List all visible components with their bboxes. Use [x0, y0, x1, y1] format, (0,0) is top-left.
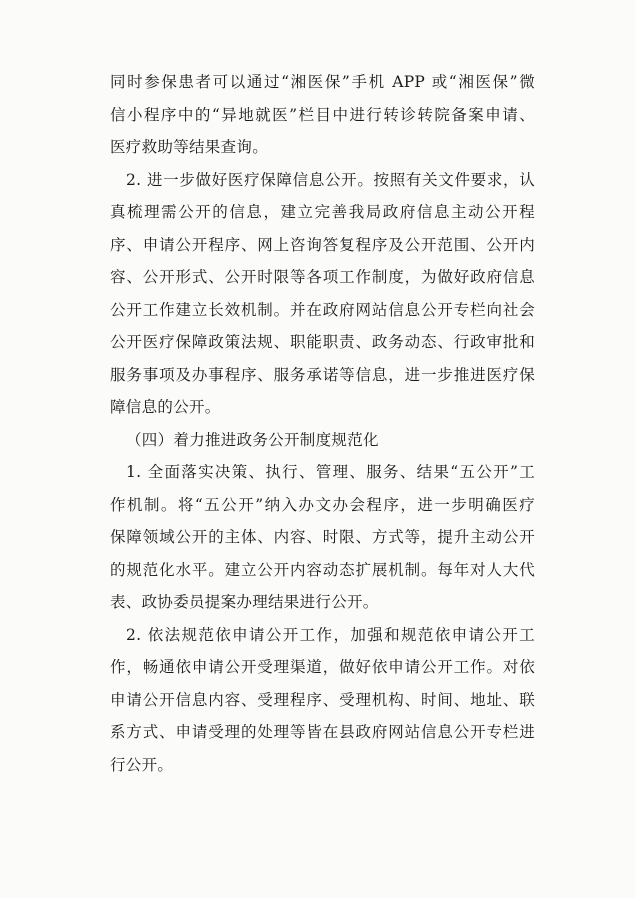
text-line: 1. 全面落实决策、执行、管理、服务、结果“五公开”工 [126, 463, 535, 481]
text-line: 同时参保患者可以通过“湘医保”手机 APP 或“湘医保”微 [110, 73, 535, 91]
text-line: 医疗救助等结果查询。 [110, 138, 269, 156]
text-line: 作，畅通依申请公开受理渠道，做好依申请公开工作。对依 [110, 658, 535, 676]
text-line: 序、申请公开程序、网上咨询答复程序及公开范围、公开内 [110, 235, 535, 254]
text-line: 2. 进一步做好医疗保障信息公开。按照有关文件要求，认 [126, 170, 535, 189]
text-line: 公开工作建立长效机制。并在政府网站信息公开专栏向社会 [110, 300, 535, 319]
section-heading [110, 424, 535, 457]
text-line: 保障领域公开的主体、内容、时限、方式等，提升主动公开 [110, 528, 535, 546]
text-line: 2. 依法规范依申请公开工作，加强和规范依申请公开工 [126, 625, 535, 644]
text-line: 作机制。将“五公开”纳入办文办会程序，进一步明确医疗 [110, 495, 535, 514]
text-line: 系方式、申请受理的处理等皆在县政府网站信息公开专栏进 [110, 723, 535, 741]
section-heading-text: （四）着力推进政务公开制度规范化 [126, 430, 379, 449]
text-line: 的规范化水平。建立公开内容动态扩展机制。每年对人大代 [110, 560, 535, 579]
paragraph-continuation [110, 66, 535, 164]
text-line: 表、政协委员提案办理结果进行公开。 [110, 593, 379, 611]
text-line: 障信息的公开。 [110, 398, 221, 416]
text-line: 服务事项及办事程序、服务承诺等信息，进一步推进医疗保 [110, 365, 535, 384]
text-line: 行公开。 [110, 755, 174, 774]
paragraph-application-disclosure [110, 619, 535, 782]
text-line: 真梳理需公开的信息，建立完善我局政府信息主动公开程 [110, 203, 535, 221]
text-line: 申请公开信息内容、受理程序、受理机构、时间、地址、联 [110, 690, 535, 709]
text-line: 容、公开形式、公开时限等各项工作制度，为做好政府信息 [110, 268, 535, 286]
paragraph-five-disclosures [110, 456, 535, 619]
text-line: 信小程序中的“异地就医”栏目中进行转诊转院备案申请、 [110, 105, 535, 124]
document-body [110, 66, 535, 781]
text-line: 公开医疗保障政策法规、职能职责、政务动态、行政审批和 [110, 333, 535, 351]
paragraph-info-disclosure [110, 164, 535, 424]
